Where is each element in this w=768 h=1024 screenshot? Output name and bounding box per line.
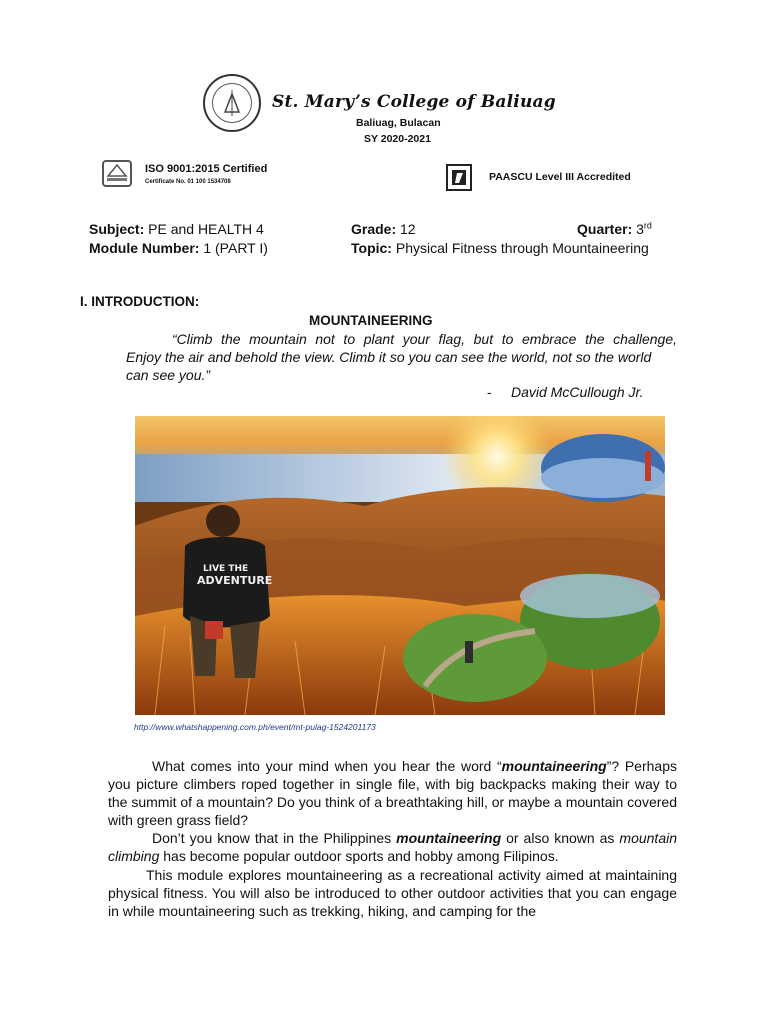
school-year: SY 2020-2021	[364, 133, 431, 145]
p2-text-c: or also known as	[501, 830, 620, 846]
paragraph-3: This module explores mountaineering as a recreational activity aimed at maintaining physical fitness. You will also be introduced to other outdoor activities that you can engage in while mountaineering such as trekking, hiking, and camping for the	[108, 867, 677, 919]
p1-text-c: ”? Perhaps you picture climbers roped together in single file, with big backpacks making their way to the summit of a mountain? Do you think of a breathtaking hill, or maybe a mountain covered with green grass field?	[108, 758, 677, 828]
topic-value: Physical Fitness through Mountaineering	[395, 240, 649, 256]
iso-certification-title: ISO 9001:2015 Certified	[145, 163, 268, 175]
module-number-field	[89, 240, 268, 256]
quote-line-1: “Climb the mountain not to plant your flag, but to embrace the challenge,	[172, 331, 677, 347]
paragraph-2	[108, 829, 677, 865]
subject-label: Subject:	[89, 221, 145, 237]
p2-text-a: Don’t you know that in the Philippines	[152, 830, 397, 846]
topic-field	[351, 240, 649, 256]
module-number-label: Module Number:	[89, 240, 200, 256]
p2-term-mountaineering: mountaineering	[396, 830, 502, 846]
school-seal-icon	[203, 74, 261, 132]
shirt-text-line1: LIVE THE	[203, 564, 249, 574]
main-title: MOUNTAINEERING	[309, 313, 433, 328]
quote-block	[126, 330, 677, 384]
quarter-value: 3	[636, 221, 644, 237]
topic-label: Topic:	[351, 240, 392, 256]
subject-field	[89, 221, 264, 237]
module-number-value: 1 (PART I)	[203, 240, 268, 256]
quarter-field	[577, 221, 652, 237]
p1-text-a: What comes into your mind when you hear the word “	[152, 758, 502, 774]
school-location: Baliuag, Bulacan	[356, 117, 441, 129]
iso-certification-icon	[102, 160, 132, 187]
iso-certificate-number: Certificate No. 01 100 1534708	[145, 179, 231, 185]
quote-author	[487, 384, 644, 400]
p2-text-e: has become popular outdoor sports and hobby among Filipinos.	[159, 848, 559, 864]
mountaineering-photo	[135, 416, 665, 715]
subject-value: PE and HEALTH 4	[148, 221, 264, 237]
paascu-accreditation: PAASCU Level III Accredited	[489, 171, 631, 183]
p1-term-mountaineering: mountaineering	[501, 758, 607, 774]
quarter-label: Quarter:	[577, 221, 633, 237]
paragraph-1	[108, 757, 677, 829]
school-name: St. Mary’s College of Baliuag	[272, 92, 556, 112]
grade-value: 12	[400, 221, 416, 237]
grade-field	[351, 221, 416, 237]
shirt-text-line2: ADVENTURE	[197, 574, 273, 587]
grade-label: Grade:	[351, 221, 397, 237]
section-heading: I. INTRODUCTION:	[80, 294, 200, 309]
paascu-logo-icon	[446, 164, 472, 191]
image-source-caption: http://www.whatshappening.com.ph/event/mt-pulag-1524201173	[134, 722, 376, 732]
quarter-suffix: rd	[643, 220, 652, 231]
author-dash: -	[487, 384, 492, 400]
quote-line-rest: Enjoy the air and behold the view. Climb it so you can see the world, not so the world can see you.”	[126, 349, 652, 383]
p2-term-mountain-climbing: mountain climbing	[108, 830, 677, 864]
author-name: David McCullough Jr.	[511, 384, 644, 400]
